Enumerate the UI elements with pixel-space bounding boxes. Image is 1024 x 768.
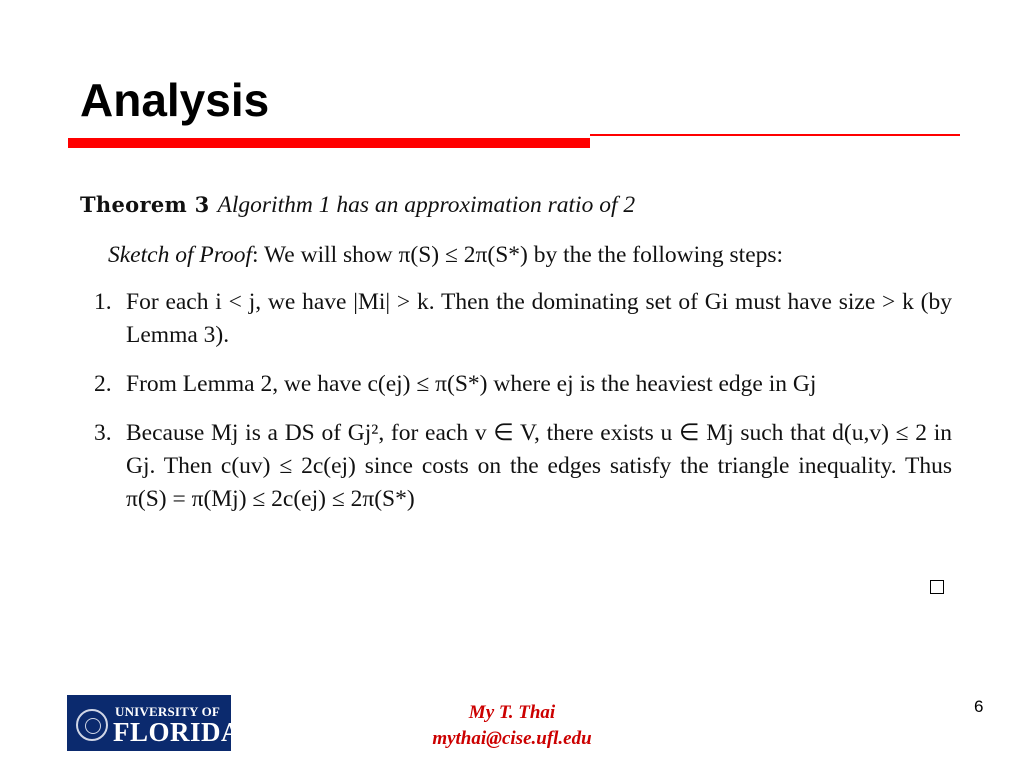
title-underline-thin bbox=[590, 134, 960, 136]
theorem-text: Algorithm 1 has an approximation ratio of 2 bbox=[217, 192, 636, 218]
page-number: 6 bbox=[974, 697, 984, 716]
proof-step-1 bbox=[80, 286, 952, 352]
title-underline-thick bbox=[68, 138, 590, 148]
theorem-label: Theorem 3 bbox=[80, 192, 210, 217]
qed-square-icon bbox=[930, 580, 944, 594]
author-name: My T. Thai bbox=[468, 702, 556, 723]
proof-intro-text: : We will show π(S) ≤ 2π(S*) by the the following steps: bbox=[252, 242, 784, 268]
theorem-statement bbox=[80, 188, 952, 222]
proof-step-2 bbox=[80, 368, 952, 401]
slide-title: Analysis bbox=[80, 74, 270, 126]
proof-label: Sketch of Proof bbox=[108, 242, 253, 268]
step-number: 1. bbox=[94, 289, 112, 315]
slide-content bbox=[80, 188, 952, 532]
proof-intro bbox=[108, 238, 952, 272]
author-block bbox=[0, 700, 1024, 752]
proof-step-3 bbox=[80, 417, 952, 516]
step-text: From Lemma 2, we have c(ej) ≤ π(S*) where ej is the heaviest edge in Gj bbox=[126, 371, 817, 397]
step-text: For each i < j, we have |Mi| > k. Then the dominating set of Gi must have size > k (by Lemma 3). bbox=[126, 289, 952, 348]
step-number: 2. bbox=[94, 371, 112, 397]
logo-text-bottom: FLORIDA bbox=[113, 717, 242, 747]
proof-steps bbox=[80, 286, 952, 516]
author-email: mythai@cise.ufl.edu bbox=[432, 728, 592, 749]
step-text: Because Mj is a DS of Gj², for each v ∈ V, there exists u ∈ Mj such that d(u,v) ≤ 2 in Gj. Then c(uv) ≤ 2c(ej) since costs on the edges satisfy the triangle inequality. Thus π(S) = π(Mj) ≤ 2c(ej) ≤ 2π(S*) bbox=[126, 420, 952, 512]
step-number: 3. bbox=[94, 420, 112, 446]
logo-text-top: UNIVERSITY OF bbox=[115, 704, 221, 719]
